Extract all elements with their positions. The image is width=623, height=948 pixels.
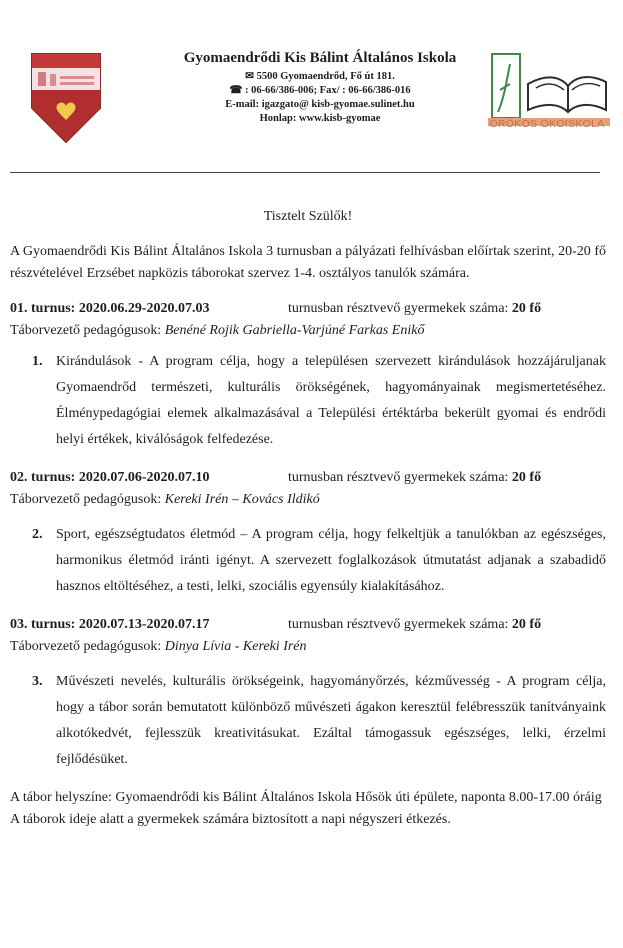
salutation: Tisztelt Szülők!: [263, 209, 353, 224]
eco-school-label: ÖRÖKÖS ÖKOISKOLA: [489, 118, 605, 130]
letter-body: [10, 206, 606, 831]
camp-meals: A táborok ideje alatt a gyermekek számára biztosított a napi négyszeri étkezés.: [10, 812, 451, 827]
letterhead: [0, 0, 623, 150]
turnus-1-count: 20 fő: [511, 301, 542, 316]
turnus-1-leader-names: Benéné Rojik Gabriella-Varjúné Farkas Enikő: [164, 323, 425, 338]
envelope-icon: ✉: [245, 71, 254, 82]
turnus-1-title: 01. turnus: 2020.06.29-2020.07.03: [10, 301, 210, 316]
school-contact-block: [130, 50, 510, 126]
turnus-3-count: 20 fő: [511, 617, 542, 632]
program-number: 1.: [32, 354, 43, 369]
turnus-2-count: 20 fő: [511, 470, 542, 485]
turnus-1-count-label: turnusban résztvevő gyermekek száma:: [288, 301, 509, 316]
leaders-label: Táborvezető pedagógusok:: [10, 492, 162, 507]
school-crest-logo: [28, 50, 104, 146]
phone-icon: ☎: [229, 85, 243, 96]
school-phone-fax: : 06-66/386-006; Fax/ : 06-66/386-016: [245, 85, 411, 96]
leaders-label: Táborvezető pedagógusok:: [10, 323, 162, 338]
program-text: Kirándulások - A program célja, hogy a településen szervezett kirándulások hozzájáruljanak Gyomaendrőd természeti, kulturális örökségének, hagyományainak megismertetéséhez. Élménypedagógiai elemek alkalmazásával a Települési értéktárba bekerült gyomai és endrődi helyi értékek, kiválóságok felfedezése.: [56, 354, 606, 447]
header-divider: [10, 172, 600, 173]
turnus-2-title: 02. turnus: 2020.07.06-2020.07.10: [10, 470, 210, 485]
turnus-3-leader-names: Dinya Lívia - Kereki Irén: [164, 639, 307, 654]
turnus-3-program: [10, 669, 606, 773]
program-text: Sport, egészségtudatos életmód – A program célja, hogy felkeltjük a tanulókban az egészséges, harmonikus életmód iránti igényt. A szervezett foglalkozások útmutatást adjanak a szabadidő hasznos eltöltéséhez, a testi, lelki, szociális egyensúly kialakításához.: [56, 527, 606, 594]
school-email: E-mail: igazgato@ kisb-gyomae.sulinet.hu: [225, 99, 415, 110]
school-homepage: Honlap: www.kisb-gyomae: [259, 113, 381, 124]
program-text: Művészeti nevelés, kulturális örökségeink, hagyományőrzés, kézművesség - A program célja, hogy a tábor során bemutatott különböző művészeti ágakon keresztül felébresszük tanítványaink alkotókedvét, fejlesszük kreativitásukat. Ezáltal támogassuk egészséges, lelki, érzelmi fejlődésüket.: [56, 674, 606, 767]
turnus-1-heading: [10, 298, 606, 320]
turnus-2-count-label: turnusban résztvevő gyermekek száma:: [288, 470, 509, 485]
school-address: 5500 Gyomaendrőd, Fő út 181.: [256, 71, 395, 82]
turnus-3-title: 03. turnus: 2020.07.13-2020.07.17: [10, 617, 210, 632]
intro-paragraph: A Gyomaendrődi Kis Bálint Általános Iskola 3 turnusban a pályázati felhívásban előírtak szerint, 20-20 fő részvételével Erzsébet napközis táborokat szervez 1-4. osztályos tanulók számára.: [10, 244, 606, 281]
leaders-label: Táborvezető pedagógusok:: [10, 639, 162, 654]
program-number: 3.: [32, 674, 43, 689]
turnus-3-leaders: [10, 636, 606, 658]
program-number: 2.: [32, 527, 43, 542]
turnus-2-heading: [10, 467, 606, 489]
turnus-1-program: [10, 349, 606, 453]
turnus-1-leaders: [10, 320, 606, 342]
turnus-2-leaders: [10, 489, 606, 511]
school-name: Gyomaendrődi Kis Bálint Általános Iskola: [183, 50, 457, 66]
turnus-2-leader-names: Kereki Irén – Kovács Ildikó: [164, 492, 320, 507]
camp-location: A tábor helyszíne: Gyomaendrődi kis Bálint Általános Iskola Hősök úti épülete, naponta 8.00-17.00 óráig: [10, 790, 602, 805]
turnus-3-count-label: turnusban résztvevő gyermekek száma:: [288, 617, 509, 632]
letter-footer: [10, 787, 606, 831]
turnus-2-program: [10, 522, 606, 600]
turnus-3-heading: [10, 614, 606, 636]
